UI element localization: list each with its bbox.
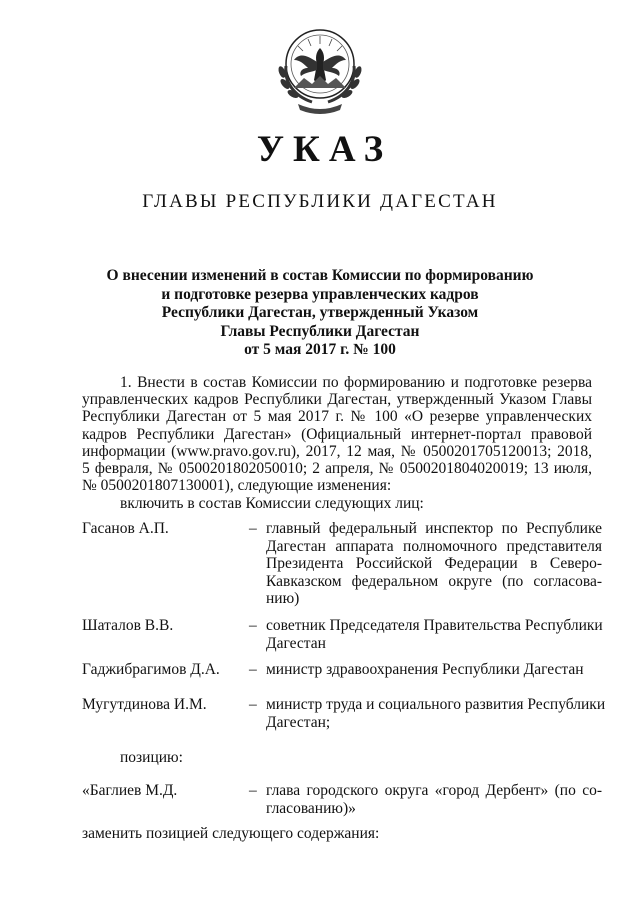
member-dash: –: [249, 617, 257, 634]
member-description: [266, 520, 602, 608]
description-line: Дагестан;: [266, 713, 331, 731]
description-line: гласованию)»: [266, 799, 356, 817]
coat-of-arms-emblem: [268, 22, 372, 116]
member-description: [266, 617, 602, 652]
member-name: Шаталов В.В.: [82, 617, 174, 634]
description-line: Дагестан: [266, 634, 326, 652]
paragraph-line: № 0500201807130001), следующие изменения:: [82, 477, 392, 495]
document-title: УКАЗ: [256, 129, 393, 170]
description-line: нию): [266, 590, 300, 608]
member-description: [266, 696, 606, 731]
paragraph-line: Республики Дагестан от 5 мая 2017 г. № 100 «О резерве управленческих: [82, 408, 592, 426]
old-position-dash: –: [249, 782, 257, 799]
decree-heading: [90, 267, 550, 360]
description-line: глава городского округа «город Дербент» (по со-: [266, 782, 602, 799]
member-name: Гаджибрагимов Д.А.: [82, 661, 220, 678]
paragraph-line: кадров Республики Дагестан» (Официальный интернет-портал правовой: [82, 425, 592, 443]
old-position-name: «Баглиев М.Д.: [82, 782, 178, 799]
heading-line: и подготовке резерва управленческих кадров: [161, 285, 479, 303]
description-line: Дагестан аппарата полномочного представителя: [266, 537, 602, 555]
member-dash: –: [249, 520, 257, 537]
description-line: Кавказском федеральном округе (по согласова-: [266, 572, 602, 590]
heading-line: О внесении изменений в состав Комиссии по формированию: [106, 267, 534, 284]
main-paragraph: [82, 374, 592, 494]
description-line: главный федеральный инспектор по Республике: [266, 520, 602, 537]
paragraph-line: информации (www.pravo.gov.ru), 2017, 12 мая, № 0500201705120013; 2018,: [82, 442, 592, 460]
description-line: советник Председателя Правительства Республики: [266, 617, 603, 634]
member-name: Мугутдинова И.М.: [82, 696, 207, 713]
member-dash: –: [249, 661, 257, 678]
member-dash: –: [249, 696, 257, 713]
heading-line: Главы Республики Дагестан: [220, 322, 420, 340]
paragraph-line: 5 февраля, № 0500201802050010; 2 апреля, № 0500201804020019; 13 июля,: [82, 460, 592, 478]
old-position-description: [266, 782, 602, 817]
paragraph-line: 1. Внести в состав Комиссии по формированию и подготовке резерва: [120, 374, 592, 391]
include-text: включить в состав Комиссии следующих лиц:: [120, 495, 424, 512]
member-name: Гасанов А.П.: [82, 520, 169, 537]
heading-line: от 5 мая 2017 г. № 100: [244, 341, 396, 359]
heading-line: Республики Дагестан, утвержденный Указом: [161, 304, 479, 322]
replace-text: заменить позицией следующего содержания:: [82, 825, 380, 842]
description-line: министр здравоохранения Республики Дагестан: [266, 661, 584, 678]
member-description: [266, 661, 602, 679]
position-text: позицию:: [120, 749, 183, 766]
paragraph-line: управленческих кадров Республики Дагестан, утвержденный Указом Главы: [82, 391, 592, 409]
description-line: министр труда и социального развития Республики: [266, 696, 606, 713]
document-subtitle: ГЛАВЫ РЕСПУБЛИКИ ДАГЕСТАН: [142, 191, 498, 212]
description-line: Президента Российской Федерации в Северо-: [266, 555, 602, 573]
